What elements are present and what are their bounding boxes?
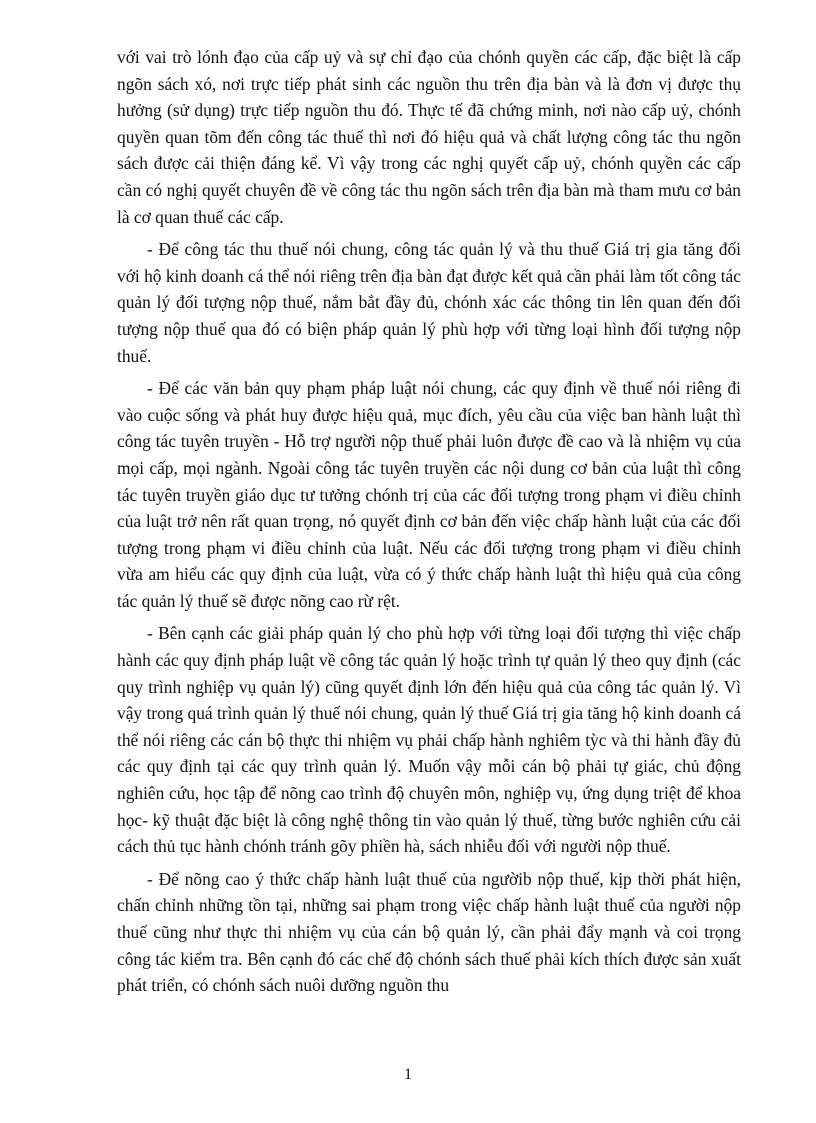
paragraph-legal-propaganda: - Để các văn bản quy phạm pháp luật nói chung, các quy định về thuế nói riêng đi vào cuộc sống và phát huy được hiệu quả, mục đích, yêu cầu của việc ban hành luật thì công tác tuyên truyền - Hỗ trợ người nộp thuế phải luôn được đề cao và là nhiệm vụ của mọi cấp, mọi ngành. Ngoài công tác tuyên truyền các nội dung cơ bản của luật thì công tác tuyên truyền giáo dục tư tưởng chónh trị của các đối tượng trong phạm vi điều chỉnh của luật trở nên rất quan trọng, nó quyết định cơ bản đến việc chấp hành luật của các đối tượng trong phạm vi điều chỉnh của luật. Nếu các đối tượng trong phạm vi điều chỉnh vừa am hiểu các quy định của luật, vừa có ý thức chấp hành luật thì hiệu quả của công tác quản lý thuế sẽ được nõng cao rừ rệt. <box>117 378 741 611</box>
paragraph-tax-inspection: - Để nõng cao ý thức chấp hành luật thuế của ngườib nộp thuế, kịp thời phát hiện, chấn chỉnh những tồn tại, những sai phạm trong việc chấp hành luật thuế của người nộp thuế cũng như thực thi nhiệm vụ của cán bộ quản lý, cần phải đẩy mạnh và coi trọng công tác kiểm tra. Bên cạnh đó các chế độ chónh sách thuế phải kích thích được sản xuất phát triển, có chónh sách nuôi dưỡng nguồn thu <box>117 868 741 996</box>
paragraph-management-procedures: - Bên cạnh các giải pháp quản lý cho phù hợp với từng loại đối tượng thì việc chấp hành các quy định pháp luật về công tác quản lý hoặc trình tự quản lý theo quy định (các quy trình nghiệp vụ quản lý) cũng quyết định lớn đến hiệu quả của công tác quản lý. Vì vậy trong quá trình quản lý thuế nói chung, quản lý thuế Giá trị gia tăng hộ kinh doanh cá thể nói riêng các cán bộ thực thi nhiệm vụ phải chấp hành nghiêm tỳc và thi hành đầy đủ các quy định tại các quy trình quản lý. Muốn vậy mỗi cán bộ phải tự giác, chủ động nghiên cứu, học tập để nõng cao trình độ chuyên môn, nghiệp vụ, ứng dụng triệt để khoa học- kỹ thuật đặc biệt là công nghệ thông tin vào quản lý thuế, từng bước nghiên cứu cải cách thủ tục hành chónh tránh gõy phiền hà, sách nhiễu đối với người nộp thuế. <box>117 623 741 857</box>
page-number: 1 <box>404 1066 412 1083</box>
paragraph-tax-object-management: - Để công tác thu thuế nói chung, công tác quản lý và thu thuế Giá trị gia tăng đối với hộ kinh doanh cá thể nói riêng trên địa bàn đạt được kết quả cần phải làm tốt công tác quản lý đối tượng nộp thuế, nắm bắt đầy đủ, chónh xác các thông tin lên quan đến đối tượng nộp thuế qua đó có biện pháp quản lý phù hợp với từng loại hình đối tượng nộp thuế. <box>117 239 741 366</box>
paragraph-continuation: với vai trò lónh đạo của cấp uỷ và sự chỉ đạo của chónh quyền các cấp, đặc biệt là cấp ngõn sách xó, nơi trực tiếp phát sinh các nguồn thu trên địa bàn và là đơn vị được thụ hưởng (sử dụng) trực tiếp nguồn thu đó. Thực tế đã chứng minh, nơi nào cấp uỷ, chónh quyền quan tõm đến công tác thuế thì nơi đó hiệu quả và chất lượng công tác thu ngõn sách được cải thiện đáng kể. Vì vậy trong các nghị quyết cấp uỷ, chónh quyền các cấp cần có nghị quyết chuyên đề về công tác thu ngõn sách trên địa bàn mà tham mưu cơ bản là cơ quan thuế các cấp. <box>117 47 741 227</box>
document-body <box>117 44 741 1005</box>
